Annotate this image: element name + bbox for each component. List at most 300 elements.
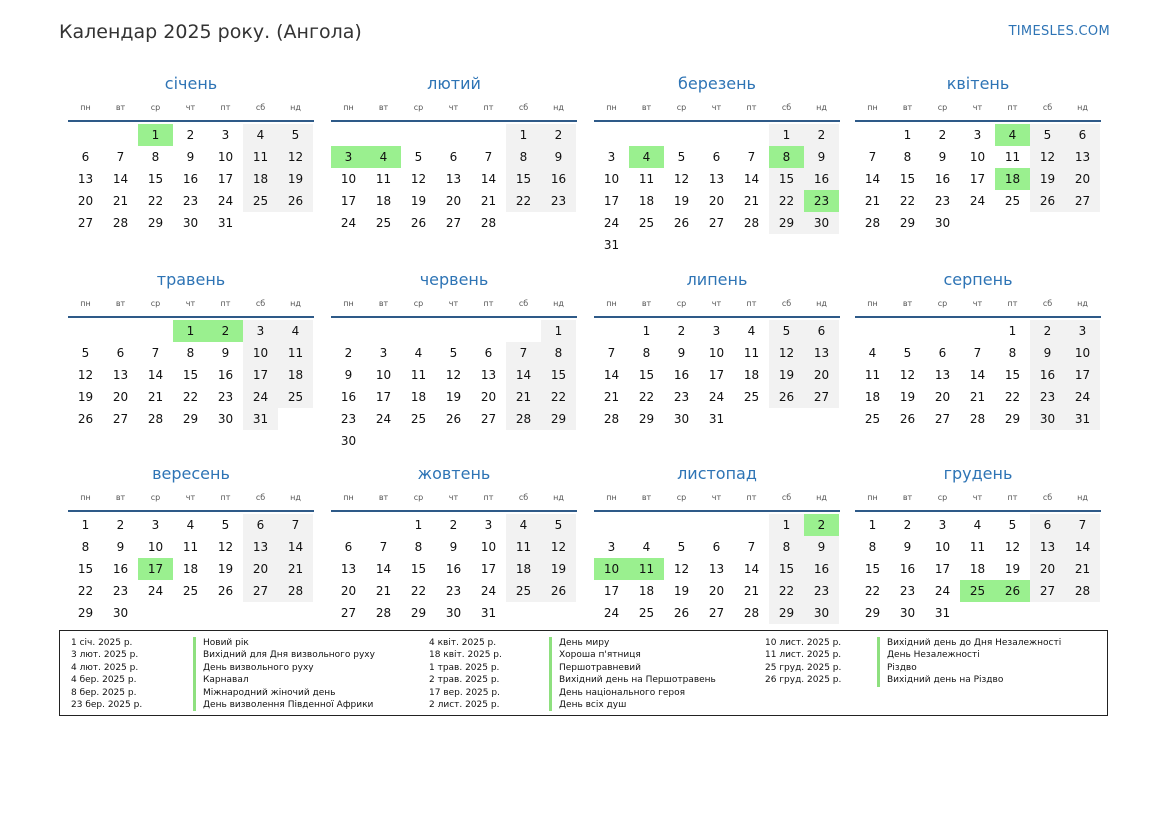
day-cell: 6 [1065,124,1100,146]
month-divider [855,510,1101,512]
day-cell: 29 [769,602,804,624]
month-divider [855,316,1101,318]
month-divider [331,316,577,318]
day-cell: 27 [243,580,278,602]
empty-day-cell [699,514,734,536]
day-cell: 9 [344,368,353,382]
weekday-label: пт [1007,493,1018,502]
weekday-header [331,103,577,115]
legend-date: 4 бер. 2025 р. [71,675,137,686]
weekday-label: ср [937,493,948,502]
day-cell: 28 [375,606,392,620]
holiday-day-cell: 2 [804,514,839,536]
month-divider [855,120,1101,122]
weekday-label: нд [1077,103,1088,112]
day-cell: 3 [221,128,230,142]
day-cell: 24 [243,386,278,408]
day-cell: 18 [182,562,199,576]
weekday-label: пт [483,103,494,112]
day-cell: 13 [1065,146,1100,168]
day-cell: 10 [480,540,497,554]
weekday-header [331,299,577,311]
day-cell: 28 [603,412,620,426]
day-cell: 10 [1065,342,1100,364]
legend-name: Новий рік [193,637,375,649]
day-cell: 5 [541,514,576,536]
legend-col-3-dates [765,637,841,687]
day-cell: 16 [804,168,839,190]
day-cell: 7 [116,150,125,164]
day-cell: 7 [747,150,756,164]
day-cell: 12 [278,146,313,168]
day-cell: 21 [969,390,986,404]
day-cell: 22 [638,390,655,404]
weekday-label: вт [115,299,126,308]
month-divider [68,316,314,318]
day-cell: 15 [638,368,655,382]
empty-day-cell [664,514,699,536]
month-divider [594,120,840,122]
day-cell: 14 [743,172,760,186]
day-grid [68,124,314,234]
day-cell: 13 [340,562,357,576]
legend-name: День Незалежності [877,649,1061,661]
day-cell: 30 [445,606,462,620]
day-cell: 3 [151,518,160,532]
day-cell: 20 [1030,558,1065,580]
day-cell: 19 [673,584,690,598]
day-cell: 25 [638,216,655,230]
day-cell: 29 [769,212,804,234]
empty-day-cell [890,320,925,342]
day-cell: 1 [642,324,651,338]
day-cell: 5 [1008,518,1017,532]
day-cell: 25 [506,580,541,602]
day-cell: 2 [186,128,195,142]
day-cell: 14 [506,364,541,386]
day-cell: 21 [603,390,620,404]
day-cell: 18 [243,168,278,190]
day-cell: 9 [541,146,576,168]
weekday-header [855,493,1101,505]
day-cell: 21 [743,584,760,598]
day-cell: 21 [1065,558,1100,580]
day-cell: 1 [769,124,804,146]
weekday-header [855,103,1101,115]
legend-date: 10 лист. 2025 р. [765,638,842,648]
day-cell: 13 [112,368,129,382]
day-cell: 23 [217,390,234,404]
day-cell: 1 [903,128,912,142]
day-cell: 27 [112,412,129,426]
day-cell: 5 [81,346,90,360]
day-cell: 29 [638,412,655,426]
day-cell: 8 [186,346,195,360]
weekday-label: вт [115,103,126,112]
month-divider [68,120,314,122]
holiday-day-cell: 18 [995,168,1030,190]
day-cell: 6 [1030,514,1065,536]
day-cell: 28 [147,412,164,426]
day-cell: 19 [769,364,804,386]
day-cell: 21 [506,386,541,408]
weekday-label: ср [937,299,948,308]
day-cell: 30 [673,412,690,426]
month-calendar [855,270,1101,430]
day-cell: 2 [804,124,839,146]
weekday-label: чт [711,299,722,308]
day-cell: 3 [484,518,493,532]
day-cell: 14 [147,368,164,382]
weekday-header [594,103,840,115]
empty-day-cell [734,124,769,146]
day-cell: 11 [969,540,986,554]
day-cell: 31 [603,238,620,252]
weekday-label: пн [343,103,354,112]
day-cell: 24 [480,584,497,598]
day-cell: 17 [243,364,278,386]
day-cell: 16 [340,390,357,404]
site-link[interactable]: TIMESLES.COM [1008,24,1110,39]
day-cell: 5 [677,150,686,164]
day-cell: 11 [243,146,278,168]
day-cell: 9 [677,346,686,360]
empty-day-cell [664,124,699,146]
weekday-label: ср [413,103,424,112]
day-cell: 27 [445,216,462,230]
day-cell: 3 [607,150,616,164]
day-cell: 14 [278,536,313,558]
day-cell: 20 [934,390,951,404]
weekday-label: нд [816,493,827,502]
month-name: серпень [943,270,1013,289]
day-cell: 27 [77,216,94,230]
day-cell: 27 [708,216,725,230]
empty-day-cell [331,514,366,536]
day-grid [68,514,314,624]
day-cell: 21 [147,390,164,404]
legend-col-2-dates [429,637,502,711]
holiday-day-cell: 11 [629,558,664,580]
month-name: грудень [943,464,1013,483]
weekday-label: ср [413,299,424,308]
empty-day-cell [960,320,995,342]
legend-name: День національного героя [549,687,716,699]
weekday-label: чт [972,103,983,112]
day-cell: 8 [903,150,912,164]
weekday-label: нд [816,299,827,308]
day-cell: 4 [414,346,423,360]
day-cell: 18 [864,390,881,404]
day-cell: 31 [1065,408,1100,430]
weekday-label: сб [781,103,792,112]
day-cell: 13 [445,172,462,186]
day-cell: 15 [541,364,576,386]
day-cell: 12 [899,368,916,382]
day-cell: 30 [217,412,234,426]
day-cell: 14 [112,172,129,186]
day-cell: 8 [151,150,160,164]
day-cell: 10 [375,368,392,382]
month-calendar [855,464,1101,624]
legend-col-2-names [549,637,716,711]
weekday-label: пт [483,299,494,308]
day-cell: 11 [410,368,427,382]
day-cell: 13 [243,536,278,558]
day-cell: 1 [1008,324,1017,338]
day-cell: 15 [410,562,427,576]
day-cell: 30 [804,602,839,624]
holiday-legend [59,630,1108,716]
legend-date: 2 трав. 2025 р. [429,675,500,686]
month-name: жовтень [417,464,491,483]
day-cell: 6 [712,540,721,554]
day-cell: 20 [480,390,497,404]
day-cell: 13 [934,368,951,382]
weekday-label: вт [902,493,913,502]
month-divider [594,510,840,512]
holiday-day-cell: 10 [594,558,629,580]
day-cell: 25 [410,412,427,426]
day-cell: 1 [868,518,877,532]
day-cell: 15 [147,172,164,186]
weekday-label: вт [902,299,913,308]
month-divider [594,316,840,318]
legend-col-1-names [193,637,375,711]
weekday-label: чт [972,299,983,308]
day-cell: 6 [81,150,90,164]
day-cell: 16 [673,368,690,382]
day-cell: 9 [1030,342,1065,364]
day-cell: 12 [217,540,234,554]
day-cell: 22 [769,580,804,602]
day-cell: 31 [934,606,951,620]
day-cell: 25 [1004,194,1021,208]
weekday-label: вт [641,103,652,112]
day-cell: 31 [480,606,497,620]
weekday-header [331,493,577,505]
month-divider [331,510,577,512]
day-cell: 23 [899,584,916,598]
legend-name: День миру [549,637,716,649]
day-cell: 15 [77,562,94,576]
weekday-label: пн [867,493,878,502]
day-grid [331,124,577,234]
day-cell: 1 [506,124,541,146]
day-cell: 19 [673,194,690,208]
day-cell: 18 [638,584,655,598]
month-calendar [855,74,1101,234]
day-cell: 23 [541,190,576,212]
weekday-label: сб [255,103,266,112]
day-cell: 29 [541,408,576,430]
day-cell: 24 [934,584,951,598]
legend-date: 2 лист. 2025 р. [429,700,500,711]
day-grid [855,124,1101,234]
day-cell: 2 [1030,320,1065,342]
weekday-label: вт [641,299,652,308]
day-cell: 10 [243,342,278,364]
weekday-label: пн [80,493,91,502]
day-cell: 24 [375,412,392,426]
day-cell: 2 [116,518,125,532]
day-cell: 15 [769,558,804,580]
month-calendar [331,74,577,234]
day-cell: 26 [899,412,916,426]
day-cell: 7 [747,540,756,554]
day-cell: 21 [864,194,881,208]
day-cell: 17 [969,172,986,186]
day-cell: 24 [603,216,620,230]
day-cell: 16 [112,562,129,576]
day-grid [331,320,577,452]
day-cell: 26 [77,412,94,426]
day-cell: 28 [480,216,497,230]
weekday-label: вт [902,103,913,112]
day-cell: 8 [506,146,541,168]
holiday-day-cell: 17 [138,558,173,580]
day-cell: 3 [607,540,616,554]
day-cell: 19 [217,562,234,576]
day-cell: 25 [864,412,881,426]
legend-date: 4 лют. 2025 р. [71,662,139,673]
weekday-label: пн [343,493,354,502]
day-cell: 26 [410,216,427,230]
day-cell: 23 [340,412,357,426]
day-cell: 28 [1065,580,1100,602]
day-cell: 19 [410,194,427,208]
day-cell: 2 [903,518,912,532]
day-cell: 21 [112,194,129,208]
empty-day-cell [436,320,471,342]
day-cell: 24 [969,194,986,208]
day-cell: 6 [243,514,278,536]
day-cell: 1 [414,518,423,532]
weekday-label: сб [781,299,792,308]
day-cell: 3 [712,324,721,338]
day-cell: 11 [743,346,760,360]
legend-name: Вихідний для Дня визвольного руху [193,649,375,661]
day-cell: 5 [278,124,313,146]
day-cell: 5 [903,346,912,360]
day-cell: 16 [934,172,951,186]
day-cell: 9 [804,146,839,168]
day-cell: 11 [506,536,541,558]
empty-day-cell [855,124,890,146]
weekday-label: пн [867,299,878,308]
day-cell: 4 [278,320,313,342]
day-cell: 24 [708,390,725,404]
day-cell: 15 [506,168,541,190]
legend-name: Хороша п'ятниця [549,649,716,661]
day-cell: 3 [379,346,388,360]
month-name: листопад [677,464,757,483]
day-cell: 26 [278,190,313,212]
day-cell: 8 [868,540,877,554]
day-cell: 12 [673,172,690,186]
empty-day-cell [138,320,173,342]
page-title: Календар 2025 року. (Ангола) [59,21,362,43]
weekday-label: сб [781,493,792,502]
day-cell: 23 [934,194,951,208]
day-cell: 14 [480,172,497,186]
empty-day-cell [594,514,629,536]
day-cell: 16 [1030,364,1065,386]
legend-date: 25 груд. 2025 р. [765,662,842,673]
empty-day-cell [436,124,471,146]
day-cell: 18 [743,368,760,382]
holiday-day-cell: 2 [208,320,243,342]
day-cell: 26 [541,580,576,602]
weekday-label: ср [150,299,161,308]
day-grid [68,320,314,430]
day-cell: 26 [673,606,690,620]
day-cell: 17 [708,368,725,382]
empty-day-cell [629,514,664,536]
day-cell: 19 [77,390,94,404]
day-cell: 30 [112,606,129,620]
weekday-label: сб [255,493,266,502]
legend-date: 23 бер. 2025 р. [71,700,143,711]
month-name: січень [164,74,218,93]
day-cell: 18 [375,194,392,208]
month-calendar [68,464,314,624]
day-cell: 26 [673,216,690,230]
day-cell: 20 [708,584,725,598]
weekday-label: пт [220,299,231,308]
empty-day-cell [471,320,506,342]
day-cell: 23 [182,194,199,208]
legend-name: День визвольного руху [193,662,375,674]
day-cell: 24 [340,216,357,230]
empty-day-cell [506,320,541,342]
month-name: лютий [427,74,481,93]
month-calendar [331,270,577,452]
day-cell: 24 [217,194,234,208]
day-cell: 24 [1065,386,1100,408]
weekday-label: нд [553,103,564,112]
day-cell: 8 [81,540,90,554]
weekday-label: пн [606,103,617,112]
day-cell: 12 [541,536,576,558]
weekday-label: пн [606,299,617,308]
day-cell: 22 [147,194,164,208]
day-cell: 30 [1030,408,1065,430]
weekday-label: пт [746,493,757,502]
day-cell: 5 [449,346,458,360]
day-cell: 2 [938,128,947,142]
day-cell: 27 [804,386,839,408]
day-cell: 20 [1065,168,1100,190]
day-cell: 17 [480,562,497,576]
weekday-label: ср [676,493,687,502]
day-cell: 6 [712,150,721,164]
day-cell: 11 [278,342,313,364]
weekday-label: чт [448,103,459,112]
day-cell: 14 [743,562,760,576]
day-cell: 13 [804,342,839,364]
day-cell: 18 [278,364,313,386]
day-cell: 16 [217,368,234,382]
day-cell: 22 [77,584,94,598]
day-cell: 25 [278,386,313,408]
weekday-label: ср [150,103,161,112]
day-cell: 8 [1008,346,1017,360]
legend-col-1-dates [71,637,142,711]
legend-date: 3 лют. 2025 р. [71,650,139,661]
legend-name: Вихідний день до Дня Незалежності [877,637,1061,649]
legend-date: 1 січ. 2025 р. [71,638,133,648]
